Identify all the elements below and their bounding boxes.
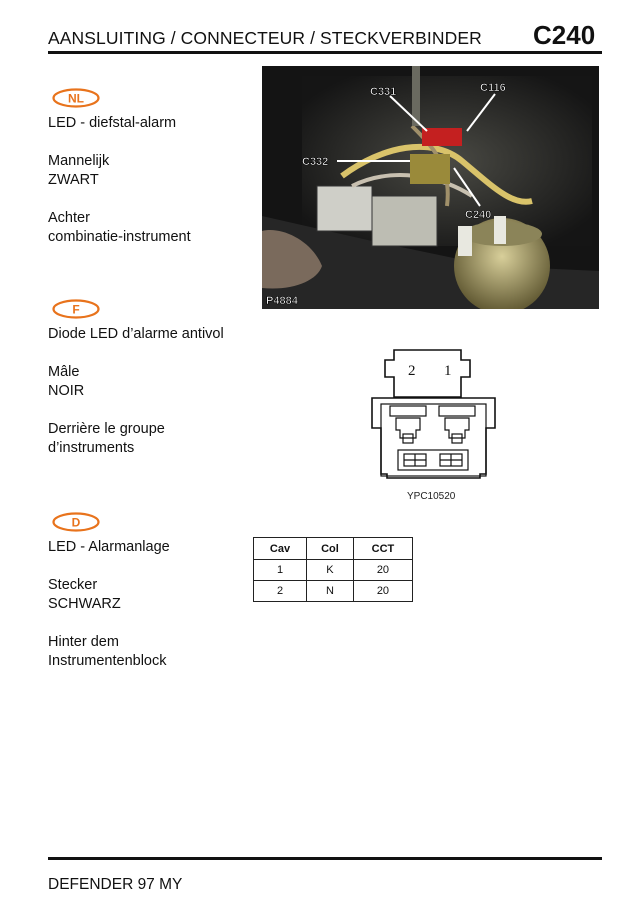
component-name-f: Diode LED d’alarme antivol bbox=[48, 326, 224, 342]
component-name-nl: LED - diefstal-alarm bbox=[48, 115, 177, 131]
pin-table bbox=[253, 537, 413, 602]
section-f bbox=[48, 325, 224, 459]
section-nl bbox=[48, 114, 191, 248]
cell-cct: 20 bbox=[353, 581, 412, 602]
connector-diagram bbox=[368, 346, 498, 506]
page-title: AANSLUITING / CONNECTEUR / STECKVERBINDER bbox=[48, 28, 482, 48]
footer-model: DEFENDER 97 MY bbox=[48, 876, 183, 893]
location-nl-line2: combinatie-instrument bbox=[48, 229, 191, 245]
header-rule bbox=[48, 51, 602, 54]
lang-badge-d-label: D bbox=[71, 515, 81, 530]
color-d: SCHWARZ bbox=[48, 596, 121, 612]
photo-callout-c116: C116 bbox=[480, 82, 506, 94]
pin-table-header bbox=[254, 538, 413, 560]
location-f-line1: Derrière le groupe bbox=[48, 420, 165, 437]
cell-cav: 1 bbox=[254, 560, 307, 581]
cell-cct: 20 bbox=[353, 560, 412, 581]
header-cav: Cav bbox=[254, 538, 307, 560]
gender-f: Mâle bbox=[48, 363, 80, 380]
header-col: Col bbox=[307, 538, 354, 560]
component-name-d: LED - Alarmanlage bbox=[48, 539, 170, 555]
photo-callout-c331: C331 bbox=[370, 86, 397, 98]
lang-badge-d bbox=[52, 512, 100, 532]
cell-cav: 2 bbox=[254, 581, 307, 602]
lang-badge-nl-label: NL bbox=[68, 91, 84, 106]
location-nl-line1: Achter bbox=[48, 209, 90, 226]
table-row bbox=[254, 560, 413, 581]
location-d-line1: Hinter dem bbox=[48, 633, 119, 650]
gender-d: Stecker bbox=[48, 576, 98, 593]
lang-badge-nl bbox=[52, 88, 100, 108]
section-d bbox=[48, 538, 170, 672]
photo-callout-c240: C240 bbox=[465, 209, 492, 221]
location-photo bbox=[262, 66, 599, 309]
header-cct: CCT bbox=[353, 538, 412, 560]
connector-code: C240 bbox=[533, 20, 596, 50]
color-nl: ZWART bbox=[48, 172, 99, 188]
table-row bbox=[254, 581, 413, 602]
diagram-ref: YPC10520 bbox=[407, 491, 456, 502]
color-f: NOIR bbox=[48, 383, 85, 399]
lang-badge-f bbox=[52, 299, 100, 319]
lang-badge-f-label: F bbox=[72, 302, 80, 317]
pin-label-2: 2 bbox=[408, 363, 416, 379]
cell-col: K bbox=[307, 560, 354, 581]
gender-nl: Mannelijk bbox=[48, 152, 110, 169]
photo-ref: P4884 bbox=[266, 295, 298, 307]
location-f-line2: d’instruments bbox=[48, 440, 135, 456]
pin-label-1: 1 bbox=[444, 363, 452, 379]
photo-callout-c332: C332 bbox=[302, 156, 329, 168]
cell-col: N bbox=[307, 581, 354, 602]
location-d-line2: Instrumentenblock bbox=[48, 653, 167, 669]
footer-rule bbox=[48, 857, 602, 860]
